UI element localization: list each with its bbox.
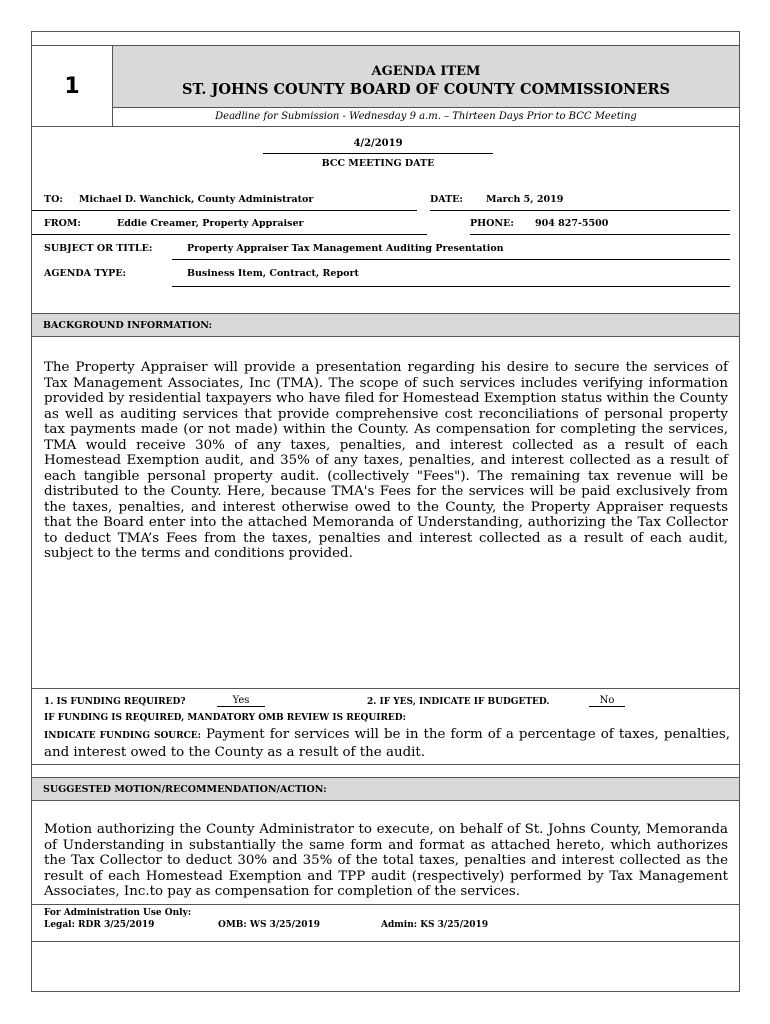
agenda-type-value: Business Item, Contract, Report <box>187 268 359 279</box>
agenda-form <box>31 31 740 992</box>
submission-deadline: Deadline for Submission - Wednesday 9 a.m. – Thirteen Days Prior to BCC Meeting <box>215 111 637 122</box>
admin-heading: For Administration Use Only: <box>44 908 192 918</box>
budgeted-label: 2. IF YES, INDICATE IF BUDGETED. <box>367 697 550 707</box>
from-label: FROM: <box>44 218 81 229</box>
funding-section <box>32 688 739 765</box>
title-agenda-item: AGENDA ITEM <box>371 64 481 79</box>
phone-label: PHONE: <box>470 218 514 229</box>
phone-underline <box>470 234 730 235</box>
bcc-meeting-date <box>263 138 493 169</box>
to-underline <box>32 210 417 211</box>
title-board: ST. JOHNS COUNTY BOARD OF COUNTY COMMISSIONERS <box>182 81 670 98</box>
to-label: TO: <box>44 194 63 205</box>
motion-text: Motion authorizing the County Administrator to execute, on behalf of St. Johns County, Memoranda of Understanding in substantially the same form and format as attached hereto, which authorizes the Tax Collector to deduct 30% and 35% of the total taxes, penalties and interest collected as the result of each Homestead Exemption and TPP audit (respectively) performed by Tax Management Associates, Inc.to pay as compensation for completion of the services. <box>44 822 728 899</box>
from-value: Eddie Creamer, Property Appraiser <box>117 218 304 229</box>
background-heading: BACKGROUND INFORMATION: <box>32 313 739 337</box>
subject-value: Property Appraiser Tax Management Auditing Presentation <box>187 243 504 254</box>
legal-approval: Legal: RDR 3/25/2019 <box>44 920 155 930</box>
date-underline <box>430 210 730 211</box>
funding-source <box>44 727 730 760</box>
title-box <box>113 46 739 108</box>
budgeted-value: No <box>589 695 625 707</box>
omb-approval: OMB: WS 3/25/2019 <box>218 920 321 930</box>
funding-required-value: Yes <box>217 695 265 707</box>
form-header <box>32 45 739 127</box>
subject-underline <box>172 259 730 260</box>
admin-approval: Admin: KS 3/25/2019 <box>381 920 489 930</box>
funding-source-label: INDICATE FUNDING SOURCE: <box>44 731 201 741</box>
to-value: Michael D. Wanchick, County Administrator <box>79 194 314 205</box>
from-underline <box>32 234 427 235</box>
date-label: DATE: <box>430 194 463 205</box>
meeting-date-label: BCC MEETING DATE <box>321 158 435 169</box>
funding-source-text: Payment for services will be in the form of a percentage of taxes, penalties, and interest owed to the County as a result of the audit. <box>44 727 730 760</box>
omb-review-note: IF FUNDING IS REQUIRED, MANDATORY OMB REVIEW IS REQUIRED: <box>44 713 406 723</box>
background-text: The Property Appraiser will provide a presentation regarding his desire to secure the services of Tax Management Associates, Inc (TMA). The scope of such services includes verifying information provided by residential taxpayers who have filed for Homestead Exemption status within the County as well as auditing services that provide comprehensive cost reconciliations of personal property tax payments made (or not made) within the County. As compensation for completing the services, TMA would receive 30% of any taxes, penalties, and interest collected as a result of each Homestead Exemption audit, and 35% of any taxes, penalties, and interest collected as a result of each tangible personal property audit. (collectively "Fees"). The remaining tax revenue will be distributed to the County. Here, because TMA's Fees for the services will be paid exclusively from the taxes, penalties, and interest otherwise owed to the County, the Property Appraiser requests that the Board enter into the attached Memoranda of Understanding, authorizing the Tax Collector to deduct TMA’s Fees from the taxes, penalties and interest collected as a result of each audit, subject to the terms and conditions provided. <box>44 360 728 561</box>
phone-value: 904 827-5500 <box>535 218 609 229</box>
agenda-type-label: AGENDA TYPE: <box>44 268 127 279</box>
date-value: March 5, 2019 <box>486 194 564 205</box>
subject-label: SUBJECT OR TITLE: <box>44 243 153 254</box>
admin-use-box <box>32 904 739 942</box>
agenda-type-underline <box>172 286 730 287</box>
agenda-item-number: 1 <box>32 46 113 126</box>
funding-required-label: 1. IS FUNDING REQUIRED? <box>44 697 186 707</box>
meeting-date-value: 4/2/2019 <box>263 138 493 154</box>
motion-heading: SUGGESTED MOTION/RECOMMENDATION/ACTION: <box>32 777 739 801</box>
